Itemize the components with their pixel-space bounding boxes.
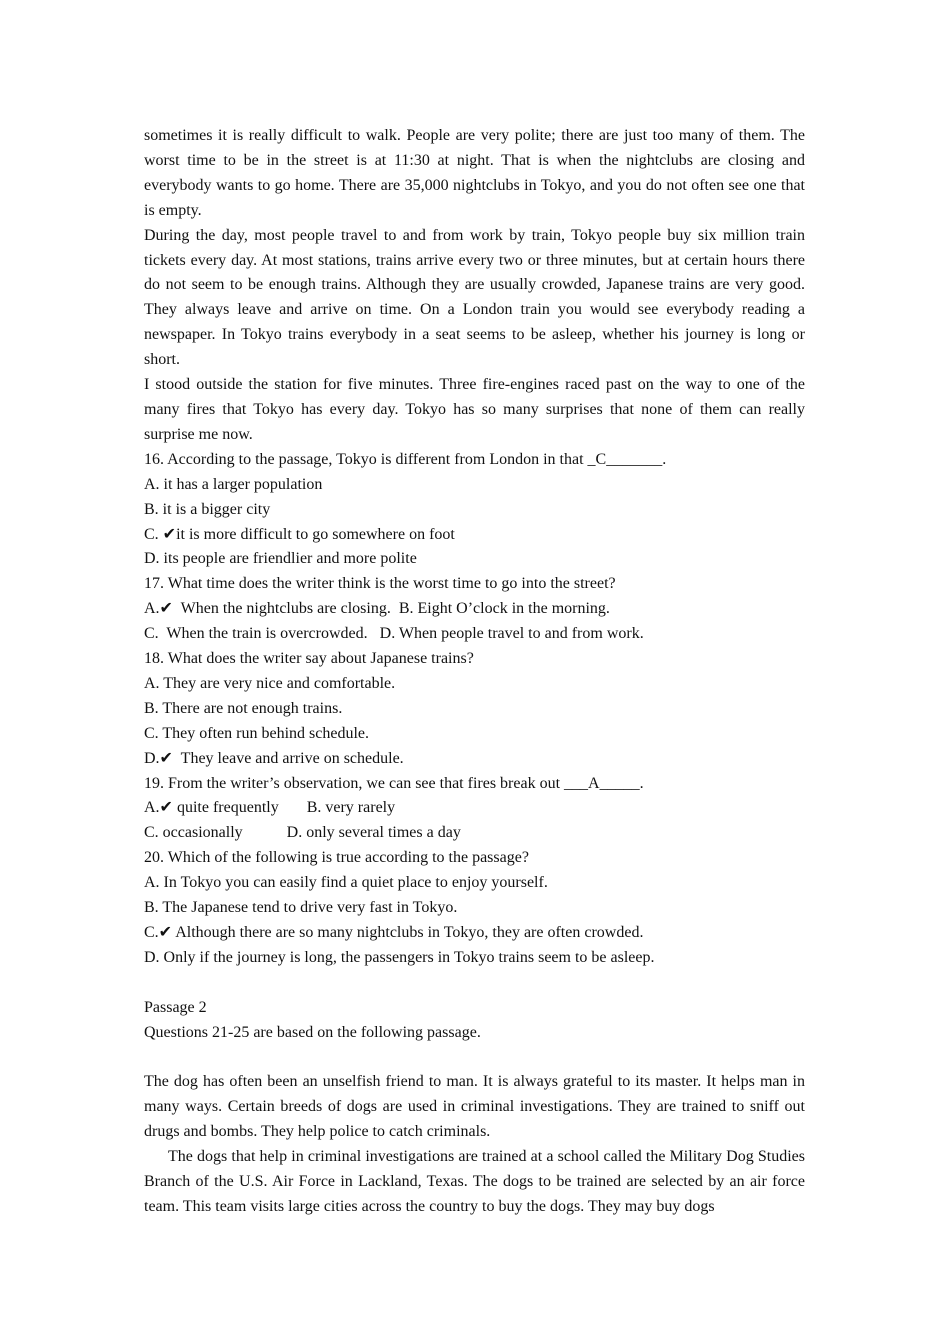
passage2-paragraph-2: The dogs that help in criminal investigations are trained at a school called the Military Dog Studies Branch of the U.S. Air Force in Lackland, Texas. The dogs to be trained are selected by an air force team. This team visits large cities across the country to buy the dogs. They may buy dogs	[144, 1148, 805, 1215]
question-16-stem: 16. According to the passage, Tokyo is different from London in that _C_______.	[144, 450, 667, 468]
question-20-stem: 20. Which of the following is true according to the passage?	[144, 849, 529, 867]
spacer	[144, 971, 805, 996]
question-18-option-c: C. They often run behind schedule.	[144, 724, 369, 742]
question-19-stem: 19. From the writer’s observation, we can see that fires break out ___A_____.	[144, 774, 644, 792]
question-17-stem: 17. What time does the writer think is the worst time to go into the street?	[144, 575, 616, 593]
question-17-options-ab: A.✔ When the nightclubs are closing. B. Eight O’clock in the morning.	[144, 600, 610, 618]
question-19-options-ab: A.✔ quite frequently B. very rarely	[144, 799, 396, 817]
question-18-option-b: B. There are not enough trains.	[144, 699, 343, 717]
question-20-option-b: B. The Japanese tend to drive very fast in Tokyo.	[144, 899, 458, 917]
question-20-option-c: C.✔ Although there are so many nightclubs in Tokyo, they are often crowded.	[144, 924, 644, 941]
spacer	[144, 1046, 805, 1071]
question-19-options-cd: C. occasionally D. only several times a day	[144, 824, 461, 842]
question-16-option-b: B. it is a bigger city	[144, 500, 271, 518]
passage2-instruction: Questions 21-25 are based on the following passage.	[144, 1023, 481, 1041]
question-20-option-d: D. Only if the journey is long, the passengers in Tokyo trains seem to be asleep.	[144, 948, 655, 966]
question-16-option-d: D. its people are friendlier and more polite	[144, 550, 417, 568]
passage1-paragraph-2: During the day, most people travel to and from work by train, Tokyo people buy six million train tickets every day. At most stations, trains arrive every two or three minutes, but at certain hours there do not seem to be enough trains. Although they are usually crowded, Japanese trains are very good. They always leave and arrive on time. On a London train you would see everybody reading a newspaper. In Tokyo trains everybody in a seat seems to be asleep, whether his journey is long or short.	[144, 226, 805, 369]
question-18-option-a: A. They are very nice and comfortable.	[144, 674, 396, 692]
question-18-option-d: D.✔ They leave and arrive on schedule.	[144, 749, 404, 767]
question-20-option-a: A. In Tokyo you can easily find a quiet place to enjoy yourself.	[144, 874, 548, 892]
document-page	[144, 124, 805, 1220]
passage2-paragraph-1: The dog has often been an unselfish friend to man. It is always grateful to its master. It helps man in many ways. Certain breeds of dogs are used in criminal investigations. They are trained to sniff out drugs and bombs. They help police to catch criminals.	[144, 1073, 805, 1141]
question-16-option-c: C. ✔it is more difficult to go somewhere on foot	[144, 525, 455, 543]
question-16-option-a: A. it has a larger population	[144, 475, 323, 493]
passage1-paragraph-1: sometimes it is really difficult to walk. People are very polite; there are just too many of them. The worst time to be in the street is at 11:30 at night. That is when the nightclubs are closing and everybody wants to go home. There are 35,000 nightclubs in Tokyo, and you do not often see one that is empty.	[144, 127, 805, 219]
passage1-paragraph-3: I stood outside the station for five minutes. Three fire-engines raced past on the way to one of the many fires that Tokyo has every day. Tokyo has so many surprises that none of them can really surprise me now.	[144, 376, 805, 443]
passage2-title: Passage 2	[144, 998, 207, 1016]
question-18-stem: 18. What does the writer say about Japanese trains?	[144, 650, 474, 668]
question-17-options-cd: C. When the train is overcrowded. D. When people travel to and from work.	[144, 625, 644, 643]
